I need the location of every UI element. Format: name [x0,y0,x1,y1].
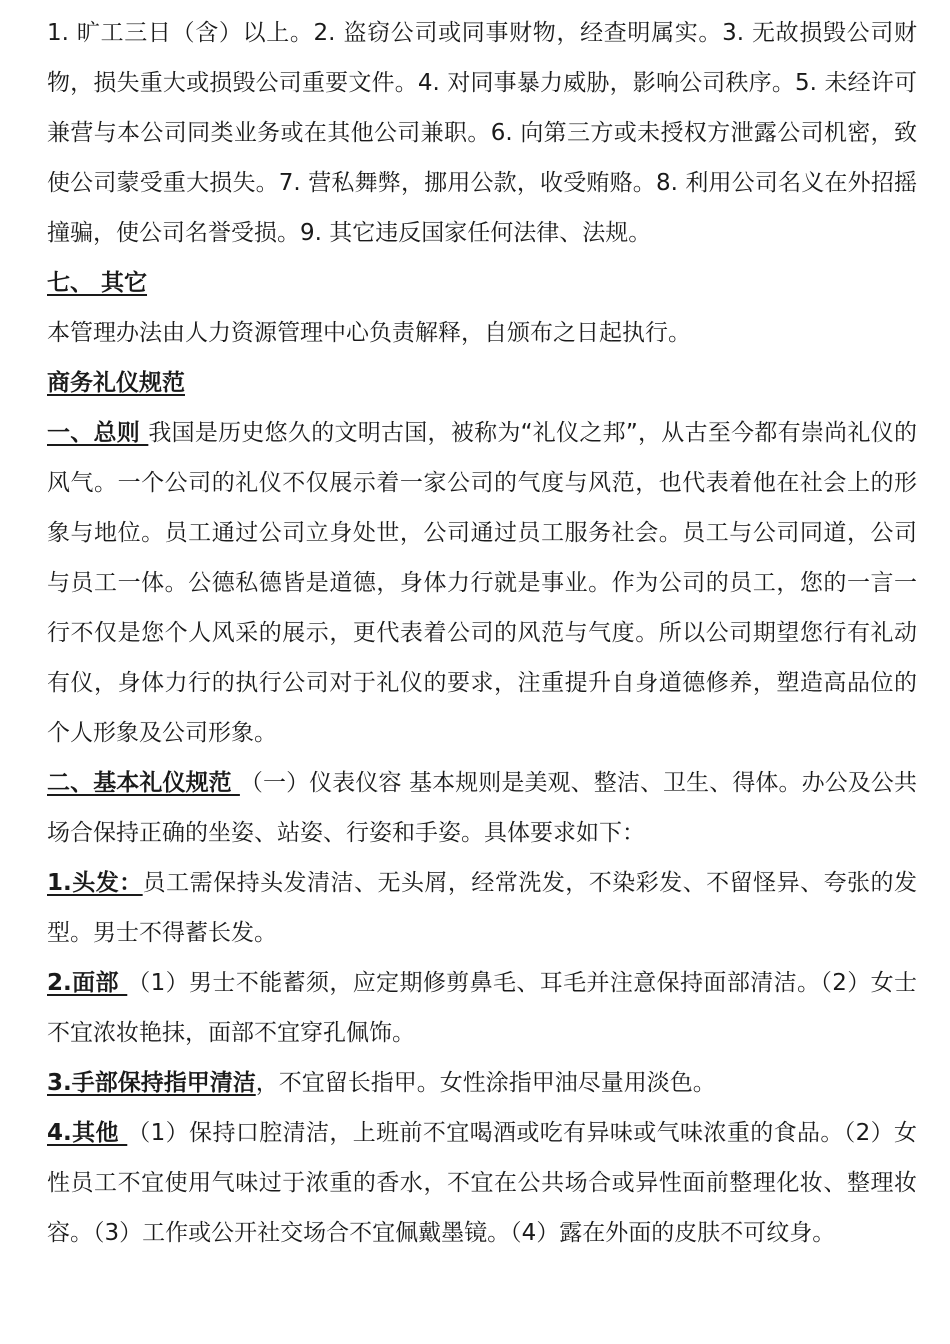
hand-paragraph [47,1058,917,1108]
face-heading: 2.面部 [47,970,128,996]
basic-etiquette-paragraph [47,758,917,858]
misc-paragraph [47,1108,917,1258]
hair-text: 员工需保持头发清洁、无头屑，经常洗发，不染彩发、不留怪异、夸张的发型。男士不得蓄长发。 [47,870,918,946]
hair-heading: 1.头发： [47,870,143,896]
misc-heading: 4.其他 [47,1120,128,1146]
hand-heading: 3.手部保持指甲清洁 [47,1070,256,1096]
hand-text: ，不宜留长指甲。女性涂指甲油尽量用淡色。 [255,1070,716,1096]
document-page [47,8,917,1258]
general-heading: 一、总则 [47,420,149,446]
section-other-paragraph [47,308,917,358]
general-paragraph [47,408,917,758]
section-other-text: 本管理办法由人力资源管理中心负责解释，自颁布之日起执行。 [47,320,691,346]
etiquette-title-line [47,358,917,408]
face-text: （1）男士不能蓄须，应定期修剪鼻毛、耳毛并注意保持面部清洁。（2）女士不宜浓妆艳抹，面部不宜穿孔佩饰。 [47,970,917,1046]
basic-etiquette-text: （一）仪表仪容 基本规则是美观、整洁、卫生、得体。办公及公共场合保持正确的坐姿、站姿、行姿和手姿。具体要求如下： [47,770,918,846]
general-text: 我国是历史悠久的文明古国，被称为“礼仪之邦”，从古至今都有崇尚礼仪的风气。一个公司的礼仪不仅展示着一家公司的气度与风范，也代表着他在社会上的形象与地位。员工通过公司立身处世，公司通过员工服务社会。员工与公司同道，公司与员工一体。公德私德皆是道德，身体力行就是事业。作为公司的员工，您的一言一行不仅是您个人风采的展示，更代表着公司的风范与气度。所以公司期望您行有礼动有仪，身体力行的执行公司对于礼仪的要求，注重提升自身道德修养，塑造高品位的个人形象及公司形象。 [47,420,917,746]
hair-paragraph [47,858,917,958]
face-paragraph [47,958,917,1058]
section-other-heading: 七、 其它 [47,270,148,296]
basic-etiquette-heading: 二、基本礼仪规范 [47,770,240,796]
dismissal-conditions-paragraph [47,8,917,258]
dismissal-conditions-text: 1. 旷工三日（含）以上。2. 盗窃公司或同事财物，经查明属实。3. 无故损毁公司财物，损失重大或损毁公司重要文件。4. 对同事暴力威胁，影响公司秩序。5. 未经许可兼营与本公司同类业务或在其他公司兼职。6. 向第三方或未授权方泄露公司机密，致使公司蒙受重大损失。7. 营私舞弊，挪用公款，收受贿赂。8. 利用公司名义在外招摇撞骗，使公司名誉受损。9. 其它违反国家任何法律、法规。 [47,20,917,246]
etiquette-title: 商务礼仪规范 [47,370,185,396]
misc-text: （1）保持口腔清洁，上班前不宜喝酒或吃有异味或气味浓重的食品。（2）女性员工不宜使用气味过于浓重的香水，不宜在公共场合或异性面前整理化妆、整理妆容。（3）工作或公开社交场合不宜佩戴墨镜。（4）露在外面的皮肤不可纹身。 [47,1120,917,1246]
section-other-heading-line [47,258,917,308]
